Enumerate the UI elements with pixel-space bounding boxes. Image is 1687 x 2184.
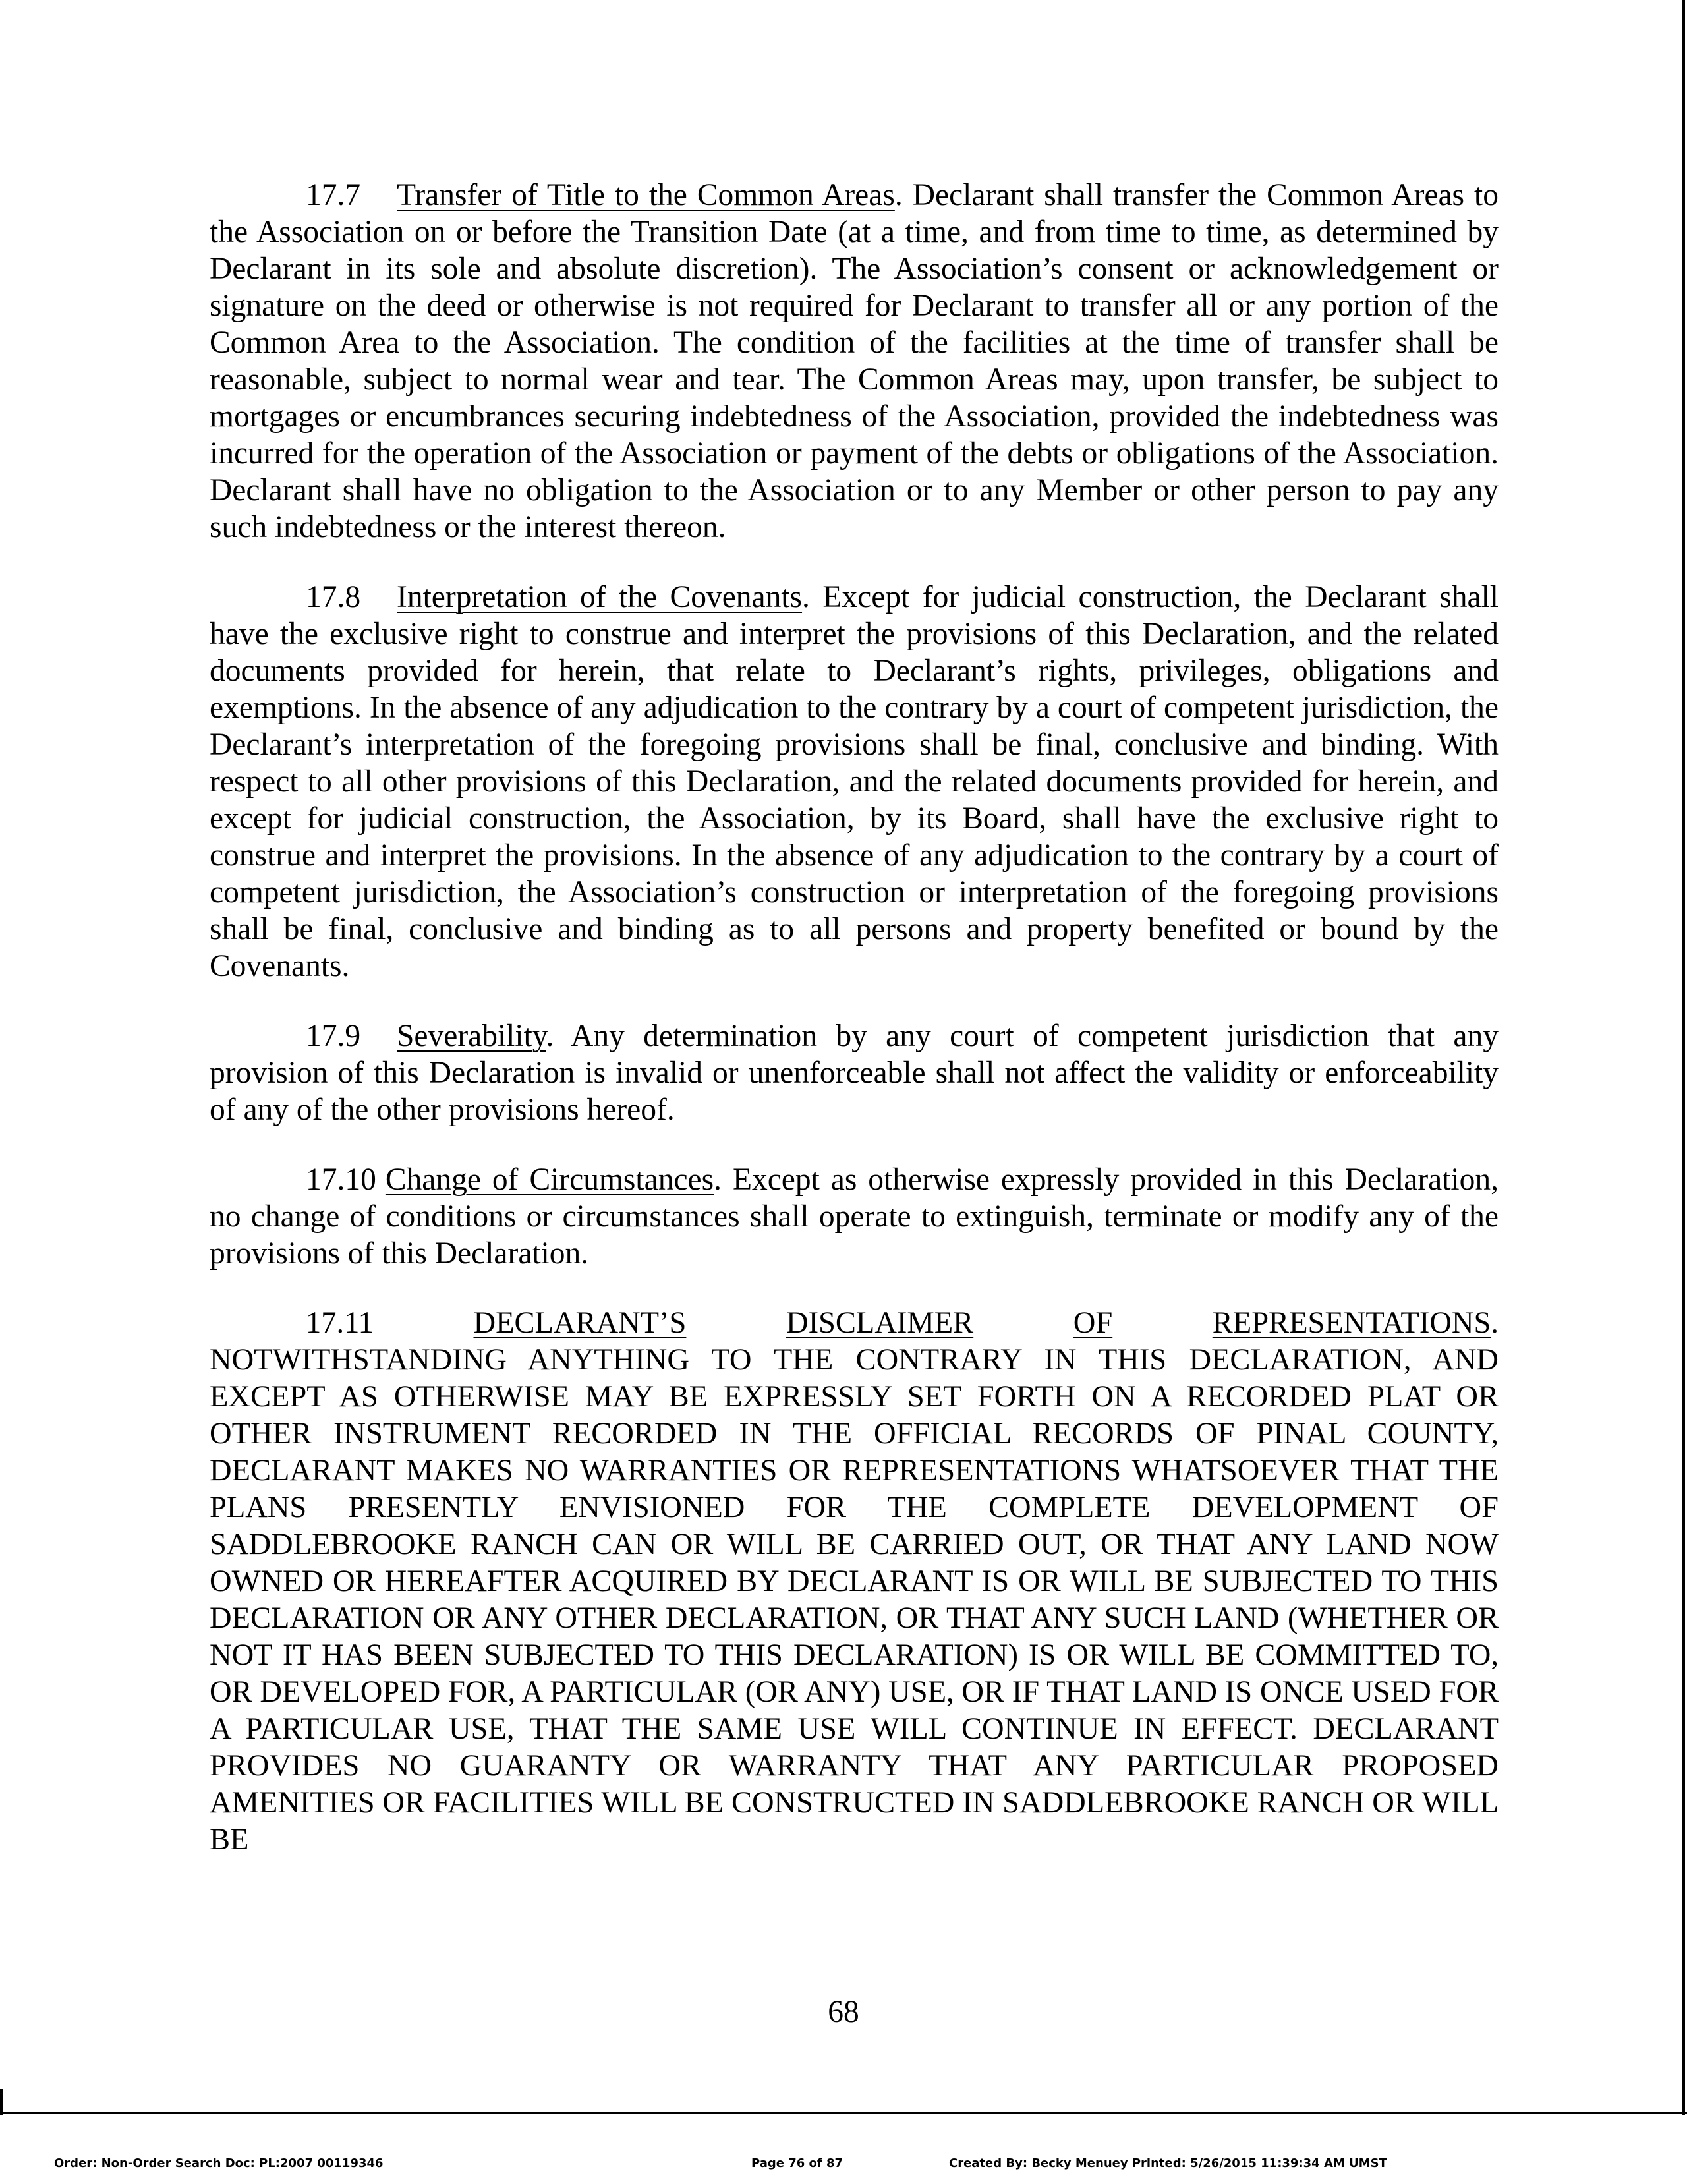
page-number: 68 bbox=[828, 1995, 859, 2029]
footer-created-by: Created By: Becky Menuey Printed: 5/26/2015 11:39:34 AM UMST bbox=[949, 2156, 1387, 2170]
page-right-border bbox=[1682, 0, 1685, 2115]
disclaimer-heading-last bbox=[1213, 1305, 1499, 1342]
section-heading: Interpretation of the Covenants bbox=[397, 580, 803, 614]
section-number: 17.10 bbox=[306, 1163, 376, 1197]
section-17-10 bbox=[210, 1161, 1499, 1272]
disclaimer-heading-word: REPRESENTATIONS bbox=[1212, 1306, 1491, 1340]
disclaimer-heading-word: DECLARANT’S bbox=[473, 1306, 687, 1340]
section-17-9 bbox=[210, 1018, 1499, 1128]
page-bottom-border bbox=[0, 2112, 1687, 2114]
section-number: 17.7 bbox=[306, 178, 361, 212]
disclaimer-heading bbox=[210, 1305, 1499, 1342]
section-body: . Except for judicial construction, the Declarant shall have the exclusive right to construe and interpret the provisions of this Declaration, and the related documents provided for herein, that relate to Declarant’s rights, privileges, obligations and exemptions. In the absence of any adjudication to the contrary by a court of competent jurisdiction, the Declarant’s interpretation of the foregoing provisions shall be final, conclusive and binding. With respect to all other provisions of this Declaration, and the related documents provided for herein, and except for judicial construction, the Association, by its Board, shall have the exclusive right to construe and interpret the provisions. In the absence of any adjudication to the contrary by a court of competent jurisdiction, the Association’s construction or interpretation of the foregoing provisions shall be final, conclusive and binding as to all persons and property benefited or bound by the Covenants. bbox=[210, 580, 1499, 983]
section-number: 17.8 bbox=[306, 580, 361, 614]
document-body bbox=[210, 177, 1499, 1858]
section-body: . Any determination by any court of competent jurisdiction that any provision of this Declaration is invalid or unenforceable shall not affect the validity or enforceability of any of the other provisions hereof. bbox=[210, 1019, 1499, 1127]
disclaimer-heading-word: OF bbox=[1073, 1306, 1113, 1340]
disclaimer-heading-period: . bbox=[1491, 1306, 1499, 1340]
section-body: . Declarant shall transfer the Common Areas to the Association on or before the Transition Date (at a time, and from time to time, as determined by Declarant in its sole and absolute discretion). The Association’s consent or acknowledgement or signature on the deed or otherwise is not required for Declarant to transfer all or any portion of the Common Area to the Association. The condition of the facilities at the time of transfer shall be reasonable, subject to normal wear and tear. The Common Areas may, upon transfer, be subject to mortgages or encumbrances securing indebtedness of the Association, provided the indebtedness was incurred for the operation of the Association or payment of the debts or obligations of the Association. Declarant shall have no obligation to the Association or to any Member or other person to pay any such indebtedness or the interest thereon. bbox=[210, 178, 1499, 544]
section-number: 17.11 bbox=[306, 1306, 374, 1340]
footer-order-info: Order: Non-Order Search Doc: PL:2007 00119346 bbox=[54, 2156, 384, 2170]
section-heading: Change of Circumstances bbox=[385, 1163, 714, 1197]
section-body: . Except as otherwise expressly provided in this Declaration, no change of conditions or circumstances shall operate to extinguish, terminate or modify any of the provisions of this Declaration. bbox=[210, 1163, 1499, 1271]
page-left-tick bbox=[0, 2089, 3, 2115]
section-17-11 bbox=[210, 1305, 1499, 1858]
section-heading: Transfer of Title to the Common Areas bbox=[397, 178, 895, 212]
footer-page-count: Page 76 of 87 bbox=[751, 2156, 844, 2170]
section-17-8 bbox=[210, 579, 1499, 985]
section-heading: Severability bbox=[397, 1019, 546, 1053]
disclaimer-body: NOTWITHSTANDING ANYTHING TO THE CONTRARY IN THIS DECLARATION, AND EXCEPT AS OTHERWISE MAY BE EXPRESSLY SET FORTH ON A RECORDED PLAT OR OTHER INSTRUMENT RECORDED IN THE OFFICIAL RECORDS OF PINAL COUNTY, DECLARANT MAKES NO WARRANTIES OR REPRESENTATIONS WHATSOEVER THAT THE PLANS PRESENTLY ENVISIONED FOR THE COMPLETE DEVELOPMENT OF SADDLEBROOKE RANCH CAN OR WILL BE CARRIED OUT, OR THAT ANY LAND NOW OWNED OR HEREAFTER ACQUIRED BY DECLARANT IS OR WILL BE SUBJECTED TO THIS DECLARATION OR ANY OTHER DECLARATION, OR THAT ANY SUCH LAND (WHETHER OR NOT IT HAS BEEN SUBJECTED TO THIS DECLARATION) IS OR WILL BE COMMITTED TO, OR DEVELOPED FOR, A PARTICULAR (OR ANY) USE, OR IF THAT LAND IS ONCE USED FOR A PARTICULAR USE, THAT THE SAME USE WILL CONTINUE IN EFFECT. DECLARANT PROVIDES NO GUARANTY OR WARRANTY THAT ANY PARTICULAR PROPOSED AMENITIES OR FACILITIES WILL BE CONSTRUCTED IN SADDLEBROOKE RANCH OR WILL BE bbox=[210, 1343, 1499, 1856]
section-17-7 bbox=[210, 177, 1499, 546]
disclaimer-heading-word: DISCLAIMER bbox=[786, 1306, 974, 1340]
section-number: 17.9 bbox=[306, 1019, 361, 1053]
